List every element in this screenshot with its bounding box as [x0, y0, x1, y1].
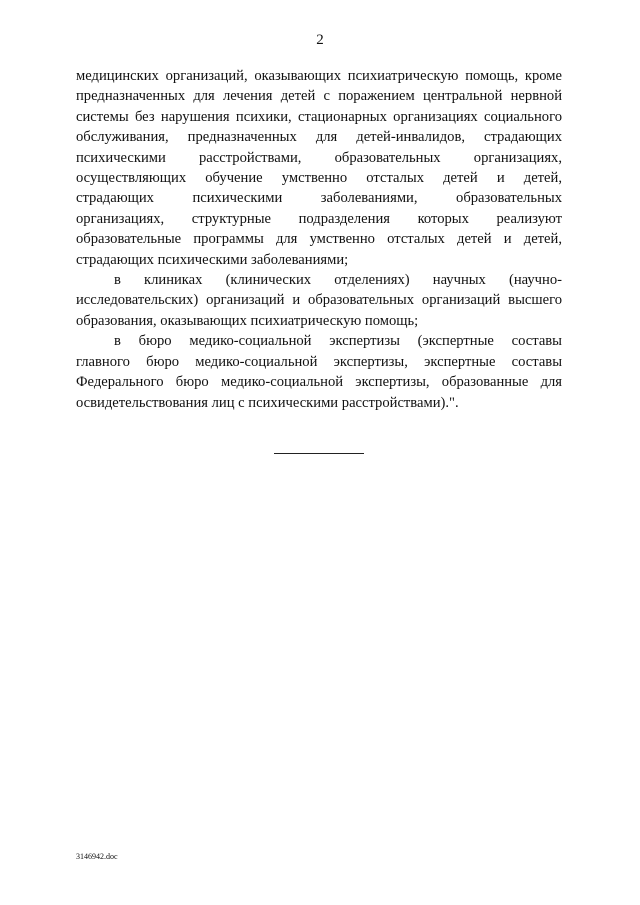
footer-file-name: 3146942.doc [76, 852, 118, 861]
text-line: медицинских организаций, оказывающих психиатрическую помощь, кроме [76, 68, 562, 84]
text-line: главного бюро медико-социальной экспертизы, экспертные составы [76, 353, 562, 370]
text-line: образования, оказывающих психиатрическую помощь; [76, 312, 419, 329]
text-line: системы без нарушения психики, стационарных организациях социального [76, 108, 562, 125]
text-line: Федерального бюро медико-социальной экспертизы, образованные для [76, 374, 562, 391]
text-line: в клиниках (клинических отделениях) научных (научно- [114, 272, 562, 289]
paragraph-1 [76, 66, 562, 270]
text-line: страдающих психическими заболеваниями; [76, 251, 349, 268]
end-separator-line [274, 453, 364, 454]
paragraph-2 [76, 270, 562, 331]
document-body [76, 66, 562, 413]
text-line: страдающих психическими заболеваниями, образовательных [76, 190, 562, 207]
text-line: освидетельствования лиц с психическими расстройствами).". [76, 394, 459, 411]
text-line: осуществляющих обучение умственно отсталых детей и детей, [76, 170, 562, 187]
text-line: организациях, структурные подразделения которых реализуют [76, 210, 562, 227]
paragraph-3 [76, 331, 562, 413]
text-line: образовательные программы для умственно отсталых детей и детей, [76, 231, 562, 248]
page-number: 2 [316, 32, 324, 48]
text-line: в бюро медико-социальной экспертизы (экспертные составы [114, 333, 562, 350]
text-line: исследовательских) организаций и образовательных организаций высшего [76, 292, 562, 309]
text-line: обслуживания, предназначенных для детей-инвалидов, страдающих [76, 129, 562, 146]
text-line: предназначенных для лечения детей с поражением центральной нервной [76, 88, 562, 105]
text-line: психическими расстройствами, образовательных организациях, [76, 149, 562, 166]
